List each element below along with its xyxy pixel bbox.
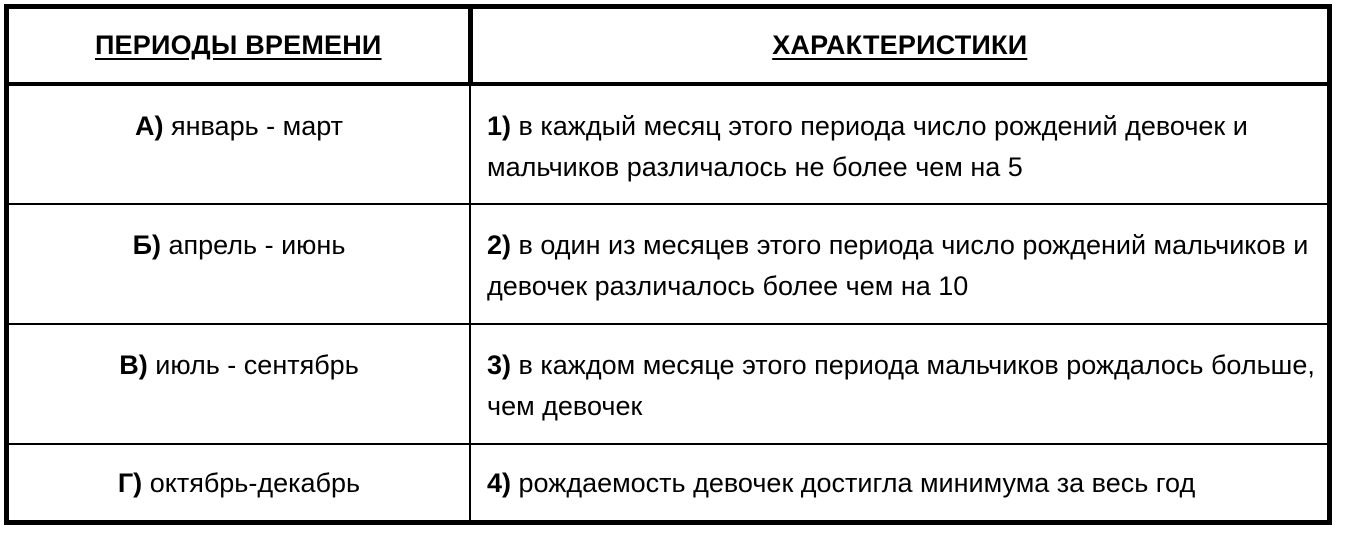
period-cell-a [9,84,470,204]
period-text: апрель - июнь [168,230,346,260]
period-cell-b [9,204,470,324]
feature-cell-4 [470,444,1327,522]
feature-key: 3) [487,350,512,380]
periods-header: ПЕРИОДЫ ВРЕМЕНИ [9,9,470,84]
period-cell-v [9,324,470,444]
period-text: январь - март [170,111,344,141]
header-row [9,9,1327,84]
table-row [9,204,1327,324]
features-header: ХАРАКТЕРИСТИКИ [470,9,1327,84]
period-text: октябрь-декабрь [149,468,361,498]
feature-cell-2 [470,204,1327,324]
matching-table-frame [4,4,1332,525]
feature-key: 4) [487,468,512,498]
period-key: В) [119,350,148,380]
feature-text: рождаемость девочек достигла минимума за весь год [518,468,1196,498]
table-row [9,324,1327,444]
feature-cell-1 [470,84,1327,204]
feature-key: 1) [487,111,512,141]
period-text: июль - сентябрь [155,350,359,380]
feature-text: в каждый месяц этого периода число рождений девочек и мальчиков различалось не более чем на 5 [487,111,1248,182]
feature-cell-3 [470,324,1327,444]
feature-key: 2) [487,230,512,260]
table-row [9,84,1327,204]
period-key: Г) [117,468,143,498]
feature-text: в каждом месяце этого периода мальчиков рождалось больше, чем девочек [487,350,1315,421]
period-key: А) [134,111,164,141]
period-cell-g [9,444,470,522]
period-key: Б) [132,230,161,260]
table-row [9,444,1327,522]
matching-table [9,9,1327,522]
feature-text: в один из месяцев этого периода число рождений мальчиков и девочек различалось более чем на 10 [487,230,1309,301]
